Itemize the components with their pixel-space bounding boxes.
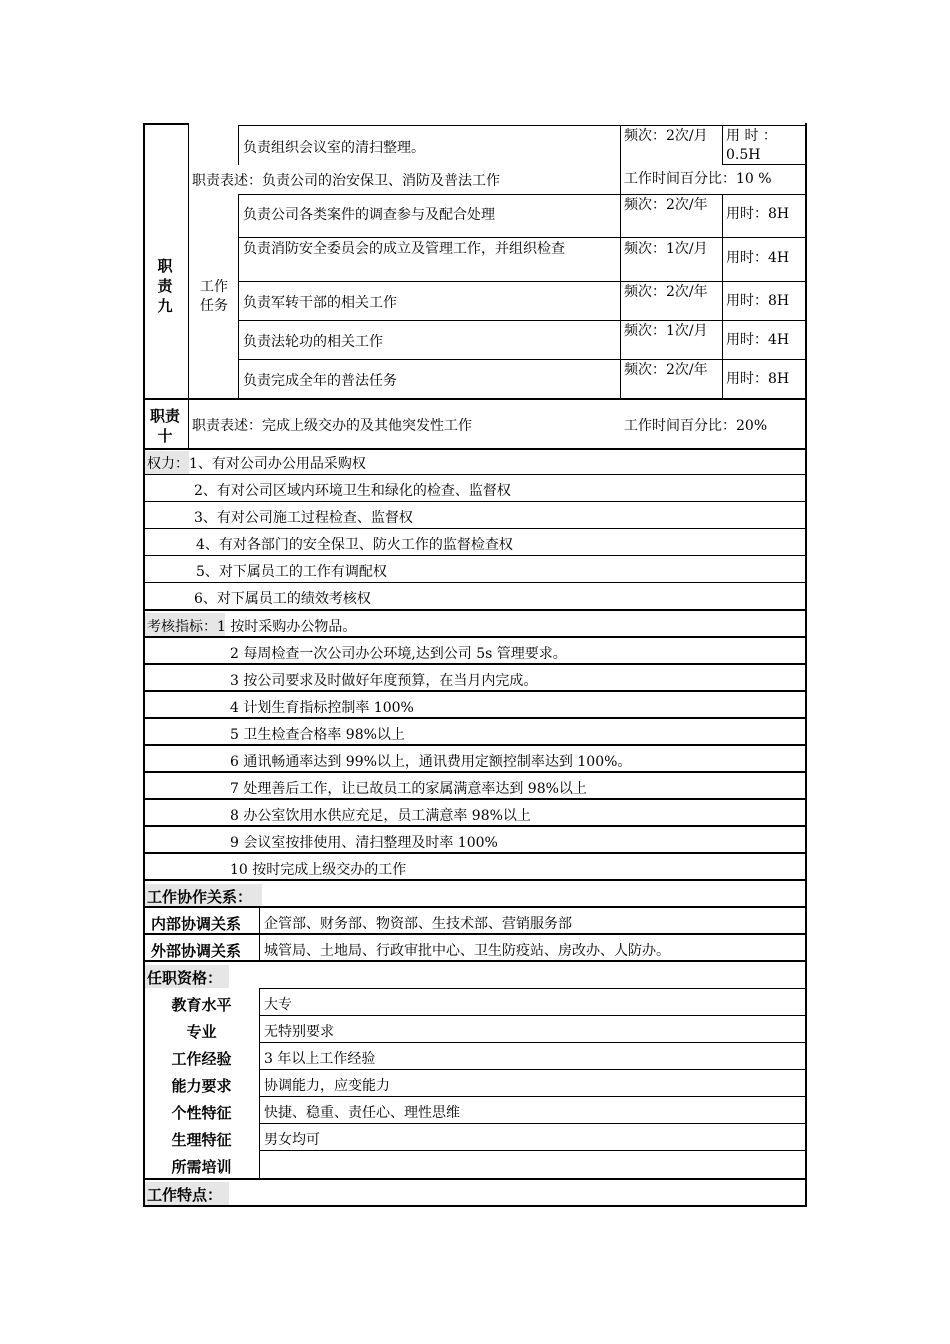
kpi-row-line <box>143 798 807 800</box>
table-left-border <box>143 123 145 1207</box>
qual-row-line <box>259 1123 806 1124</box>
duty9-first-task-top <box>238 125 806 126</box>
qual-header-bottom <box>259 988 806 989</box>
duty9-label-divider <box>188 123 189 449</box>
qual-experience-value: 3 年以上工作经验 <box>264 1051 376 1067</box>
qual-experience-label: 工作经验 <box>171 1050 232 1068</box>
authority-item: 6、对下属员工的绩效考核权 <box>194 591 371 607</box>
duty10-label: 职责十 <box>149 407 180 445</box>
duty9-bottom <box>143 398 807 400</box>
collab-header-bottom <box>143 906 807 908</box>
qual-bottom <box>143 1178 807 1180</box>
duty9-task-label-divider-b <box>238 194 239 399</box>
authority-item: 4、有对各部门的安全保卫、防火工作的监督检查权 <box>196 537 513 553</box>
duty9-task-3: 负责军转干部的相关工作 <box>243 295 397 311</box>
qual-personality-value: 快捷、稳重、责任心、理性思维 <box>264 1105 460 1121</box>
duty9-task-4-freq: 频次：1次/月 <box>624 323 708 339</box>
duty9-task-4: 负责法轮功的相关工作 <box>243 334 383 350</box>
duty9-task-1-freq: 频次：2次/年 <box>624 197 708 213</box>
duty10-bottom <box>143 448 807 450</box>
duty9-desc: 职责表述：负责公司的治安保卫、消防及普法工作 <box>192 173 500 189</box>
kpi-item: 9 会议室按排使用、清扫整理及时率 100% <box>230 835 498 851</box>
collab-internal-label: 内部协调关系 <box>151 915 242 933</box>
collab-external-label: 外部协调关系 <box>151 942 242 960</box>
kpi-item: 5 卫生检查合格率 98%以上 <box>230 727 405 743</box>
duty9-row3-bottom <box>238 281 806 282</box>
table-right-border <box>805 123 807 1207</box>
authority-row-line <box>143 582 807 583</box>
kpi-item: 7 处理善后工作，让已故员工的家属满意率达到 98%以上 <box>230 781 587 797</box>
qual-major-value: 无特别要求 <box>264 1024 334 1040</box>
qual-row-line <box>259 1150 806 1151</box>
authority-row-line <box>143 501 807 502</box>
duty9-row4-bottom <box>238 320 806 321</box>
kpi-item: 2 每周检查一次公司办公环境,达到公司 5s 管理要求。 <box>230 646 567 662</box>
authority-item: 2、有对公司区域内环境卫生和绿化的检查、监督权 <box>194 483 511 499</box>
duty10-desc: 职责表述：完成上级交办的及其他突发性工作 <box>192 418 472 434</box>
duty9-task-5: 负责完成全年的普法任务 <box>243 373 397 389</box>
duty9-label: 职责九 <box>157 257 173 315</box>
duty9-task-5-time: 用时：8H <box>726 371 790 387</box>
qual-row-line <box>259 1069 806 1070</box>
kpi-row-line <box>143 717 807 719</box>
qual-major-label: 专业 <box>186 1023 217 1041</box>
authority-item: 权力：1、有对公司办公用品采购权 <box>147 456 366 472</box>
collab-external-value: 城管局、土地局、行政审批中心、卫生防疫站、房改办、人防办。 <box>264 943 670 959</box>
table-bottom <box>143 1205 807 1207</box>
duty9-row5-bottom <box>238 359 806 360</box>
kpi-item: 10 按时完成上级交办的工作 <box>230 862 407 878</box>
authority-item: 5、对下属员工的工作有调配权 <box>196 564 387 580</box>
time-col-divider-b <box>722 194 723 399</box>
duty9-task-2-freq: 频次：1次/月 <box>624 241 708 257</box>
authority-bottom <box>143 609 807 611</box>
authority-row-line <box>143 528 807 529</box>
qual-header: 任职资格： <box>147 969 223 987</box>
kpi-row-line <box>143 744 807 746</box>
duty9-task-label: 工作任务 <box>200 279 228 314</box>
duty9-task-2-time: 用时：4H <box>726 250 790 266</box>
authority-row-line <box>143 555 807 556</box>
duty9-first-task-freq: 频次：2次/月 <box>624 128 708 144</box>
kpi-row-line <box>143 663 807 665</box>
qual-education-value: 大专 <box>264 997 292 1013</box>
kpi-item: 3 按公司要求及时做好年度预算，在当月内完成。 <box>230 673 538 689</box>
duty9-task-label-divider-a <box>238 125 239 165</box>
collab-label-divider <box>259 907 260 961</box>
kpi-row-line <box>143 636 807 638</box>
kpi-row-line <box>143 852 807 854</box>
collab-bottom <box>143 960 807 962</box>
duty10-pct: 工作时间百分比：20% <box>624 418 768 434</box>
duty9-task-3-time: 用时：8H <box>726 293 790 309</box>
qual-ability-label: 能力要求 <box>171 1077 232 1095</box>
kpi-row-line <box>143 690 807 692</box>
duty9-desc-bottom <box>238 194 806 195</box>
qual-physical-label: 生理特征 <box>171 1131 232 1149</box>
kpi-item: 8 办公室饮用水供应充足，员工满意率 98%以上 <box>230 808 531 824</box>
kpi-item: 6 通讯畅通率达到 99%以上，通讯费用定额控制率达到 100%。 <box>230 754 632 770</box>
qual-education-label: 教育水平 <box>171 996 232 1014</box>
duty9-task-1-time: 用时：8H <box>726 206 790 222</box>
qual-training-label: 所需培训 <box>171 1158 232 1176</box>
duty9-first-task: 负责组织会议室的清扫整理。 <box>243 140 425 156</box>
qual-row-line <box>259 1015 806 1016</box>
duty9-desc-pct: 工作时间百分比：10 % <box>624 171 772 187</box>
kpi-item: 考核指标：1 按时采购办公物品。 <box>147 619 357 635</box>
authority-row-line <box>143 474 807 475</box>
duty9-task-2: 负责消防安全委员会的成立及管理工作，并组织检查 <box>243 241 565 257</box>
qual-personality-label: 个性特征 <box>171 1104 232 1122</box>
kpi-bottom <box>143 879 807 881</box>
kpi-row-line <box>143 825 807 827</box>
features-header: 工作特点： <box>147 1186 223 1204</box>
qual-row-line <box>259 1042 806 1043</box>
kpi-item: 4 计划生育指标控制率 100% <box>230 700 414 716</box>
duty9-task-5-freq: 频次：2次/年 <box>624 362 708 378</box>
kpi-row-line <box>143 771 807 773</box>
qual-ability-value: 协调能力，应变能力 <box>264 1078 390 1094</box>
duty9-task-4-time: 用时：4H <box>726 332 790 348</box>
authority-item: 3、有对公司施工过程检查、监督权 <box>194 510 413 526</box>
collab-header: 工作协作关系： <box>147 888 253 906</box>
qual-row-line <box>259 1096 806 1097</box>
table-top-stub <box>143 123 188 125</box>
duty9-row2-bottom <box>238 237 806 238</box>
duty9-task-3-freq: 频次：2次/年 <box>624 284 708 300</box>
time-col-divider-a <box>722 125 723 165</box>
duty9-task-1: 负责公司各类案件的调查参与及配合处理 <box>243 207 495 223</box>
collab-row-line <box>143 933 807 935</box>
qual-physical-value: 男女均可 <box>264 1132 320 1148</box>
duty9-first-task-time: 用 时 ：0.5H <box>726 128 777 163</box>
collab-internal-value: 企管部、财务部、物资部、生技术部、营销服务部 <box>264 916 572 932</box>
